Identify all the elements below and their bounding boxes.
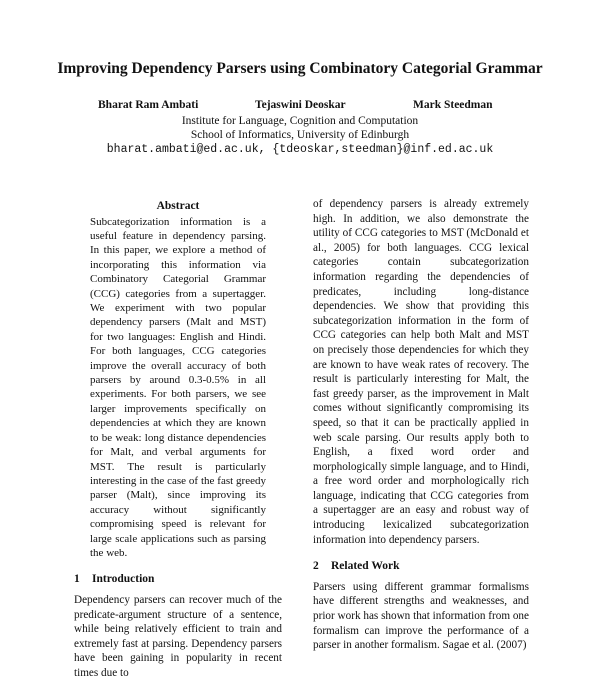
section-heading-related-work: [313, 559, 529, 574]
paper-title: Improving Dependency Parsers using Combinatory Categorial Grammar: [57, 60, 543, 77]
section-number: 1: [74, 573, 80, 586]
related-work-paragraph: Parsers using different grammar formalisms have different strengths and weaknesses, and prior work has shown that information from one formalism can improve the performance of a parser in another formalism. Sagae et al. (2007): [313, 580, 529, 652]
left-column: [74, 199, 282, 681]
author-emails: bharat.ambati@ed.ac.uk, {tdeoskar,steedman}@inf.ed.ac.uk: [106, 143, 494, 156]
continuation-paragraph: of dependency parsers is already extremely high. In addition, we also demonstrate the utility of CCG categories to MST (McDonald et al., 2005) for both languages. CCG lexical categories contain subcategorization information regarding the dependencies of predicates, including long-distance dependencies. We show that providing this subcategorization information in the form of CCG categories can help both Malt and MST on precisely those dependencies for which they are known to have weak rates of recovery. The result is particularly interesting for Malt, the fast greedy parser, as the improvement in Malt comes without significantly compromising its speed, so that it can be practically applied in web scale parsing. Our results apply both to English, a fixed word order and morphologically simple language, and to Hindi, a free word order and morphologically rich language, indicating that CCG categories from a supertagger are an easy and robust way of introducing lexicalized subcategorization information into dependency parsers.: [313, 198, 529, 546]
right-column: [313, 197, 529, 653]
author-name: Tejaswini Deoskar: [255, 99, 346, 111]
author-name: Mark Steedman: [413, 99, 493, 111]
affiliation-institute: Institute for Language, Cognition and Computation: [181, 115, 419, 127]
abstract-text: Subcategorization information is a useful feature in dependency parsing. In this paper, we explore a method of incorporating this information via Combinatory Categorial Grammar (CCG) categories from a supertagger. We experiment with two popular dependency parsers (Malt and MST) for two languages: English and Hindi. For both languages, CCG categories improve the overall accuracy of both parsers by around 0.3-0.5% in all experiments. For both parsers, we see larger improvements specifically on dependencies at which they are known to be weak: long distance dependencies for Malt, and verbal arguments for MST. The result is particularly interesting in the case of the fast greedy parser (Malt), since improving its accuracy without significantly compromising speed is relevant for large scale applications such as parsing the web.: [90, 215, 266, 559]
abstract-heading: Abstract: [156, 200, 200, 212]
affiliation-school: School of Informatics, University of Edinburgh: [190, 129, 410, 141]
section-number: 2: [313, 560, 319, 573]
section-title: Introduction: [92, 573, 155, 586]
introduction-paragraph: Dependency parsers can recover much of the predicate-argument structure of a sentence, while being relatively efficient to train and extremely fast at parsing. Dependency parsers have been gaining in popularity in recent times due to: [74, 593, 282, 679]
author-name: Bharat Ram Ambati: [98, 99, 199, 111]
section-title: Related Work: [331, 560, 400, 573]
section-heading-introduction: [74, 572, 282, 587]
